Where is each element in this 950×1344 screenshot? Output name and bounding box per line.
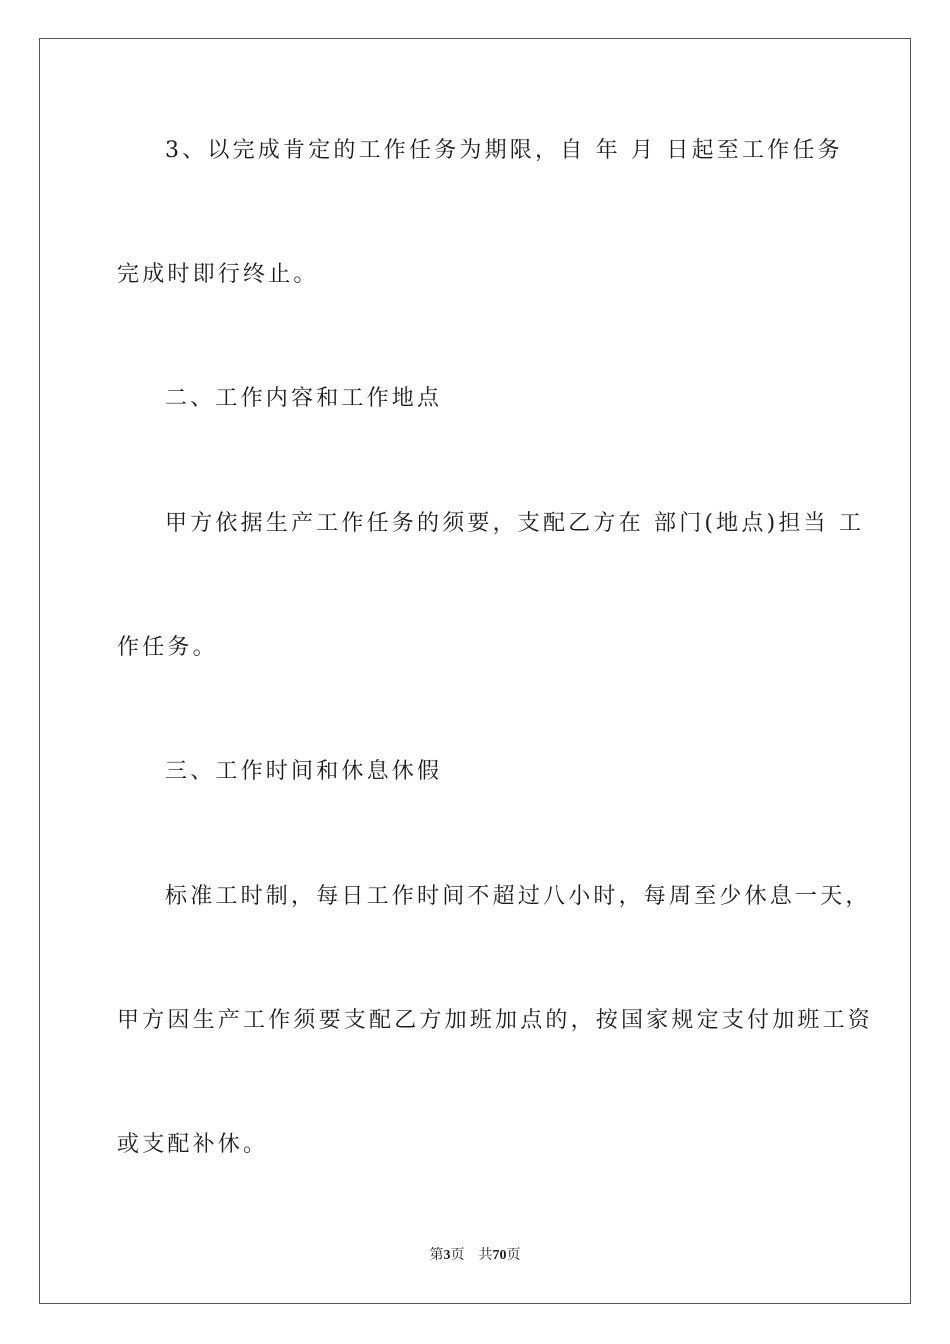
page-footer <box>0 1246 950 1266</box>
section-heading-work-content: 二、工作内容和工作地点 <box>165 386 443 411</box>
footer-page-suffix: 页 <box>450 1248 465 1263</box>
footer-page-prefix: 第 <box>429 1248 444 1263</box>
paragraph-work-assignment: 甲方依据生产工作任务的须要，支配乙方在 部门(地点)担当 工 <box>165 511 865 536</box>
footer-total-suffix: 页 <box>506 1248 521 1263</box>
footer-total-prefix: 共 <box>478 1248 493 1263</box>
footer-total-pages: 70 <box>492 1248 507 1263</box>
section-heading-work-hours: 三、工作时间和休息休假 <box>165 759 443 784</box>
page-border <box>39 38 911 1304</box>
paragraph-term-clause-3: 3、以完成肯定的工作任务为期限，自 年 月 日起至工作任务 <box>165 138 843 163</box>
paragraph-term-clause-3-continued: 完成时即行终止。 <box>117 262 319 287</box>
paragraph-work-hours: 标准工时制，每日工作时间不超过八小时，每周至少休息一天， <box>165 884 871 909</box>
footer-page-number: 3 <box>443 1248 451 1263</box>
paragraph-work-hours-continued-2: 或支配补休。 <box>117 1132 269 1157</box>
paragraph-work-hours-continued-1: 甲方因生产工作须要支配乙方加班加点的，按国家规定支付加班工资 <box>117 1008 874 1033</box>
paragraph-work-assignment-continued: 作任务。 <box>117 635 218 660</box>
